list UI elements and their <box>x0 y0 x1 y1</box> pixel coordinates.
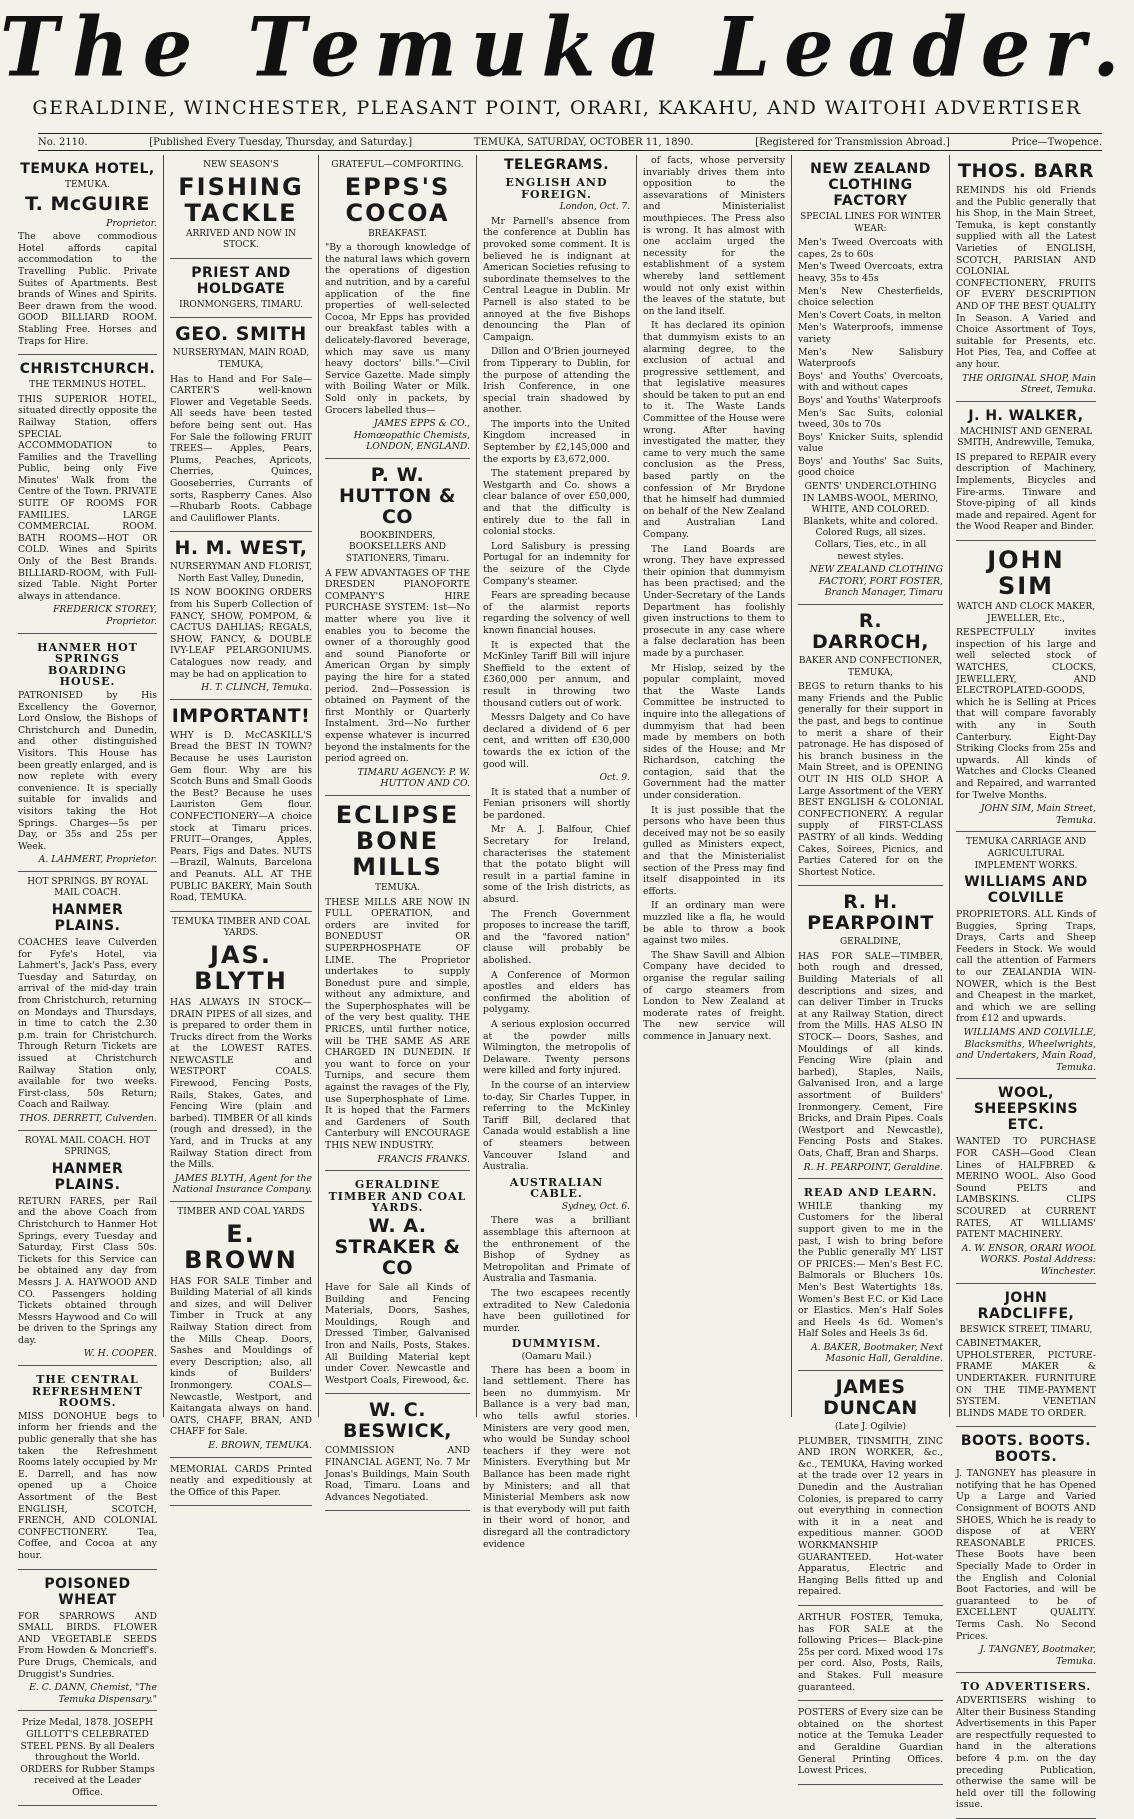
ad-title: TEMUKA HOTEL, <box>20 161 155 177</box>
ad-title: IMPORTANT! <box>171 704 311 727</box>
article-paragraph: Messrs Dalgety and Co have declared a dividend of 6 per cent, and written off £30,000 towards the ex iction of the good will. <box>483 712 630 770</box>
ad-title: POISONED WHEAT <box>44 1575 131 1608</box>
section-heading: ENGLISH AND FOREIGN. <box>505 176 608 201</box>
list-item: Boys' and Youths' Waterproofs <box>798 394 942 406</box>
ad-signature: NEW ZEALAND CLOTHING FACTORY, FORT FOSTER, Branch Manager, Timaru <box>809 564 943 599</box>
ad-text: COACHES leave Culverden for Fyfe's Hotel, via Lahmert's, Jack's Pass, every Tuesday and Saturday, on arrival of the mid-day train from Christchurch, returning on Mondays and Thursdays, in time to catch the 2.30 p.m. train for Christchurch. Through Return Tickets are issued at Christchurch Railway Station only, available for two weeks. First-class, 50s Return; Coach and Railway. <box>18 937 157 1111</box>
ad-signature: H. T. CLINCH, Temuka. <box>201 682 312 694</box>
ad-subtitle: ROYAL MAIL COACH. HOT SPRINGS, <box>24 1135 151 1158</box>
ad-epps-cocoa <box>325 155 470 459</box>
ad-text: Has to Hand and For Sale—CARTER'S well-known Flower and Vegetable Seeds. All seeds have been tested before being sent out. Has For Sale the following FRUIT TREES— Apples, Pears, Plums, Peaches, Apricots, Cherries, Quinces, Gooseberries, Currants of sorts, Raspberry Canes. Also—Rhubarb Roots. Cabbage and Cauliflower Plants. <box>170 373 312 524</box>
ad-subtitle: THE TERMINUS HOTEL. <box>29 380 146 391</box>
ad-text: IS prepared to REPAIR every description of Machinery, Implements, Bicycles and Fire-arms. Tinware and Stove-piping of all kinds made and repaired. Agent for the Wood Reaper and Binder. <box>956 451 1096 533</box>
ad-text: MEMORIAL CARDS Printed neatly and expeditiously at the Office of this Paper. <box>170 1463 312 1498</box>
ad-subtitle: NURSERYMAN AND FLORIST, North East Valley, Dunedin, <box>170 562 312 584</box>
ad-title: W. C. BESWICK, <box>342 1399 453 1443</box>
ad-text: THESE MILLS ARE NOW IN FULL OPERATION, and orders are invited for BONEDUST OR SUPERPHOSPHATE OF LIME. The Proprietor undertakes to supply Bonedust pure and simple, without any admixture, and the Superphosphates will be of the very best quality. THE PRICES, until further notice, will be THE SAME AS ARE CHARGED IN DUNEDIN. If you want to force on your Turnips, and secure them against the ravages of the Fly, use Superphosphate of Lime. It is hoped that the Farmers and Gardeners of South Canterbury will ENCOURAGE THIS NEW INDUSTRY. <box>325 896 470 1151</box>
list-item: Boys' and Youths' Overcoats, with and without capes <box>798 370 943 394</box>
ad-signature: A. LAHMERT, Proprietor. <box>38 854 157 866</box>
article-paragraph: A serious explosion occurred at the powder mills Wilmington, the metropolis of Delaware. Twenty persons were killed and forty injured. <box>483 1018 630 1077</box>
ad-subtitle: BREAKFAST. <box>368 228 427 239</box>
list-item: Men's Sac Suits, colonial tweed, 30s to 70s <box>798 407 943 431</box>
newspaper-subtitle: GERALDINE, WINCHESTER, PLEASANT POINT, ORARI, KAKAHU, AND WAITOHI ADVERTISER <box>32 97 1082 119</box>
ad-signature: JAMES EPPS & CO., Homœopathic Chemists, LONDON, ENGLAND. <box>353 418 470 453</box>
ad-rh-pearpoint <box>798 886 943 1179</box>
ad-subtitle: NURSERYMAN, MAIN ROAD, TEMUKA, <box>172 348 310 370</box>
dateline <box>38 133 1102 151</box>
ad-posters <box>798 1701 943 1785</box>
ad-beswick <box>325 1394 470 1511</box>
list-item: Boys' and Youths' Sac Suits, good choice <box>798 455 943 479</box>
ad-signature: E. BROWN, TEMUKA. <box>208 1439 312 1451</box>
ad-signature: R. H. PEARPOINT, Geraldine. <box>803 1161 943 1173</box>
ad-priest-holdgate <box>170 259 312 319</box>
ad-memorial-cards <box>170 1458 312 1507</box>
ad-text: FOR SPARROWS AND SMALL BIRDS. FLOWER AND VEGETABLE SEEDS From Howden & Moncrieff's. Pure Drugs, Chemicals, and Druggist's Sundries. <box>18 1610 157 1680</box>
ad-signature: FRANCIS FRANKS. <box>377 1153 470 1165</box>
article-paragraph: It is stated that a number of Fenian prisoners will shortly be pardoned. <box>483 786 630 821</box>
ad-proprietor-name: T. McGUIRE <box>25 192 150 215</box>
ad-text: PATRONISED by His Excellency the Governor, Lord Onslow, the Bishops of Christchurch and Dunedin, and other distinguished Visitors. This House has been greatly enlarged, and is now replete with every convenience. It is specially suitable for invalids and visitors taking the Hot Springs. Charges—5s per Day, or 35s and 25s per Week. <box>18 689 157 852</box>
article-paragraph: There has been a boom in land settlement. There has been no dummyism. Mr Ballance is a very bad man, who tells awful stories. Ministers are very good men, who would be Sunday school teachers if they were not Ministers. Everything but Mr Ballance has been made right by Ministers; and all that Ministerial Members ask now is that everybody will put faith in their word of honor, and disregard all the contradictory evidence <box>483 1364 630 1550</box>
ad-subtitle: ARRIVED AND NOW IN STOCK. <box>186 228 296 251</box>
ad-text: Prize Medal, 1878. JOSEPH GILLOTT'S CELEBRATED STEEL PENS. By all Dealers throughout the World. ORDERS for Rubber Stamps received at the Leader Office. <box>20 1717 155 1798</box>
ad-title: GEO. SMITH <box>175 323 307 346</box>
ad-r-darroch <box>798 605 943 886</box>
ad-title: NEW ZEALAND CLOTHING FACTORY <box>810 161 931 209</box>
ad-nz-clothing-factory <box>798 155 943 605</box>
ad-terminus-hotel <box>18 355 157 633</box>
ad-jh-walker <box>956 402 1096 541</box>
ad-text: The above commodious Hotel affords capital accommodation to the Travelling Public. Private Suites of Apartments. Best brands of Wines and Spirits. Beer drawn from the wood. GOOD BILLIARD ROOM. Stabling Free. Horses and Traps for Hire. <box>18 231 157 347</box>
ad-title: P. W. HUTTON & CO <box>339 463 456 528</box>
article-paragraph: Fears are spreading because of the alarmist reports regarding the solvency of well known financial houses. <box>483 590 630 636</box>
ad-signature: TIMARU AGENCY: P. W. HUTTON AND CO. <box>357 766 470 790</box>
ad-text: "By a thorough knowledge of the natural laws which govern the operations of digestion and nutrition, and by a careful application of the fine properties of well-selected Cocoa, Mr Epps has provided our breakfast tables with a delicately-flavored beverage, which may save us many heavy doctors' bills."—Civil Service Gazette. Made simply with Boiling Water or Milk. Sold only in packets, by Grocers labelled thus— <box>325 242 470 416</box>
ad-text: THIS SUPERIOR HOTEL, situated directly opposite the Railway Station, offers SPECIAL ACCOMMODATION to Families and the Travelling Public, being only Five Minutes' Walk from the Centre of the Town. PRIVATE SUITE OF ROOMS FOR FAMILIES. LARGE COMMERCIAL ROOM. BATH ROOMS—HOT OR COLD. Wines and Spirits Only of the Best Brands. BILLIARD-ROOM, with Full-sized Table. Night Porter always in attendance. <box>18 393 157 602</box>
ad-text: HAS ALWAYS IN STOCK— DRAIN PIPES of all sizes, and is prepared to order them in Trucks direct from the Works at the LOWEST RATES. NEWCASTLE and WESTPORT COALS. Firewood, Fencing Posts, Rails, Stakes, Gates, and Fencing Wire (plain and barbed). TIMBER Of all kinds (rough and dressed), in the Yard, and in Trucks at any Railway Station direct from the Mills. <box>170 996 312 1171</box>
ad-to-advertisers <box>956 1673 1096 1819</box>
ad-title: FISHING TACKLE <box>178 172 304 227</box>
ad-signature: E. C. DANN, Chemist, "The Temuka Dispensary." <box>29 1682 157 1705</box>
ad-signature: FREDERICK STOREY, Proprietor. <box>52 604 157 627</box>
ad-john-radcliffe <box>956 1284 1096 1428</box>
ad-signature: JAMES BLYTH, Agent for the National Insurance Company. <box>172 1172 312 1196</box>
ad-fishing-tackle <box>170 155 312 259</box>
list-item: Men's Covert Coats, in melton <box>798 309 942 321</box>
ad-subtitle: SPECIAL LINES FOR WINTER WEAR: <box>800 212 941 234</box>
article-paragraph: It is just possible that the persons who have been thus deceived may not be so easily gulled as Ministers expect, and that the Ministerialist section of the Press may find itself disappointed in its efforts. <box>643 804 785 897</box>
ad-title: HANMER HOT SPRINGS BOARDING HOUSE. <box>37 640 138 689</box>
ad-signature: A. W. ENSOR, ORARI WOOL WORKS. Postal Address: Winchester. <box>961 1242 1096 1277</box>
ad-text: WHILE thanking my Customers for the liberal support given to me in the past, I wish to bring before the Public generally MY LIST OF PRICES:— Men's Best F.C. Balmorals or Bluchers 10s. Men's Best Watertights 18s. Women's Best F.C. or Kid Lace or Elastics. Men's Half Soles and Heels 4s 6d. Women's Half Soles and Heels 3s 6d. <box>798 1200 943 1340</box>
article-paragraph: Dillon and O'Brien journeyed from Tipperary to Dublin, for the purpose of attending the Irish Conference, in one special train shadowed by another. <box>483 346 630 416</box>
ad-text: HAS FOR SALE Timber and Building Material of all kinds and sizes, and will Deliver Timber in Truck at any Railway Station direct from the Mills Cheap. Doors, Sashes and Mouldings of every Description; also, all kinds of Builders' Ironmongery. COALS—Newcastle, Westport, and Kaitangata always on hand. OATS, CHAFF, BRAN, AND CHAFF for Sale. <box>170 1275 312 1438</box>
ad-james-duncan <box>798 1371 943 1606</box>
ad-title: PRIEST AND HOLDGATE <box>191 264 291 297</box>
ad-a-baker <box>798 1179 943 1371</box>
ad-e-brown <box>170 1202 312 1458</box>
ad-title: HANMER PLAINS. <box>51 1160 124 1193</box>
ad-title: EPPS'S COCOA <box>344 172 451 227</box>
ad-important <box>170 700 312 912</box>
ad-hm-west <box>170 532 312 700</box>
ad-subtitle: (Late J. Ogilvie) <box>835 1422 906 1433</box>
article-paragraph: The two escapees recently extradited to New Caledonia have been guillotined for murder. <box>483 1288 630 1334</box>
ad-subtitle: BAKER AND CONFECTIONER, TEMUKA, <box>798 656 943 678</box>
ad-subtitle: HOT SPRINGS. BY ROYAL MAIL COACH. <box>27 876 148 899</box>
ad-title: H. M. WEST, <box>174 537 308 560</box>
ad-pretitle: NEW SEASON'S <box>203 160 279 170</box>
article-paragraph: The Shaw Savill and Albion Company have decided to organise the regular sailing of cargo steamers from London to New Zealand at moderate rates of freight. The new service will commence in January next. <box>643 949 785 1042</box>
ad-text: POSTERS of Every size can be obtained on the shortest notice at the Temuka Leader and Geraldine Guardian General Printing Offices. Lowest Prices. <box>798 1707 943 1777</box>
ad-arthur-foster <box>798 1606 943 1701</box>
registration-note: [Registered for Transmission Abroad.] <box>755 136 950 148</box>
issue-date: TEMUKA, SATURDAY, OCTOBER 11, 1890. <box>473 136 694 148</box>
section-subheading: (Oamaru Mail.) <box>521 1352 592 1362</box>
ad-signature: WILLIAMS AND COLVILLE, Blacksmiths, Wheelwrights, and Undertakers, Main Road, Temuka. <box>956 1027 1096 1073</box>
ad-text: RESPECTFULLY invites inspection of his large and well selected stock of WATCHES, CLOCKS, JEWELLERY, AND ELECTROPLATED-GOODS, which he is Selling at Prices that will compare favorably with any in South Canterbury. Eight-Day Striking Clocks from 25s and upwards. All kinds of Watches and Clocks Cleaned and Repaired, and warranted for Twelve Months. <box>956 627 1096 801</box>
ad-subtitle: BOOKBINDERS, BOOKSELLERS AND STATIONERS, Timaru. <box>345 530 450 565</box>
ad-text: ADVERTISERS wishing to Alter their Business Standing Advertisements in this Paper are respectfully requested to hand in the alterations before 4 p.m. on the day preceding Publication, otherwise the same will be held over till the following issue. <box>956 1694 1096 1811</box>
ad-subtitle: WATCH AND CLOCK MAKER, JEWELLER, Etc., <box>956 602 1096 624</box>
ad-title: THOS. BARR <box>958 160 1094 182</box>
ad-thos-barr <box>956 155 1096 402</box>
ad-pw-hutton <box>325 459 470 796</box>
ad-title: J. H. WALKER, <box>968 407 1084 424</box>
ad-text: WANTED TO PURCHASE FOR CASH—Good Clean Lines of HALFBRED & MERINO WOOL. Also Good Sound PELTS and LAMBSKINS. CLIPS SCOURED at CURRENT RATES, AT WILLIAMS' PATENT MACHINERY. <box>956 1136 1096 1241</box>
dateline-place: Oct. 9. <box>599 773 630 784</box>
ad-hanmer-boarding-house <box>18 634 157 872</box>
ad-temuka-hotel <box>18 155 157 355</box>
column-1 <box>12 155 164 1798</box>
article-paragraph: The imports into the United Kingdom increased in September by £2,145,000 and the exports by £3,672,000. <box>483 418 630 465</box>
ad-title: THE CENTRAL REFRESHMENT ROOMS. <box>32 1373 143 1410</box>
article-paragraph: Mr Parnell's absence from the conference at Dublin has provoked some comment. It is believed he is indignant at American Societies refusing to subordinate themselves to the Central League in Dublin. Mr Parnell is also stated to be annoyed at the five Bishops denouncing the Plan of Campaign. <box>483 215 630 343</box>
list-item: Men's New Chesterfields, choice selection <box>798 285 943 309</box>
ad-text: PLUMBER, TINSMITH, ZINC AND IRON WORKER, &c., &c., TEMUKA, Having worked at the trade over 12 years in Dunedin and the Australian Colonies, is prepared to carry out everything in connection with it in a neat and expeditious manner. GOOD WORKMANSHIP GUARANTEED. Hot-water Apparatus, Electric and Hanging Bells fitted up and repaired. <box>798 1435 943 1598</box>
ad-jas-blyth <box>170 912 312 1202</box>
article-paragraph: In the course of an interview to-day, Sir Charles Tupper, in referring to the McKinley Tariff Bill, declared that Canada would establish a line of steamers between Vancouver Island and Australia. <box>483 1079 630 1173</box>
ad-pretitle: TEMUKA TIMBER AND COAL YARDS. <box>172 916 310 939</box>
ad-poisoned-wheat <box>18 1570 157 1712</box>
article-paragraph: A Conference of Mormon apostles and elders has confirmed the abolition of polygamy. <box>483 969 630 1016</box>
ad-refreshment-rooms <box>18 1366 157 1570</box>
ad-pretitle: TIMBER AND COAL YARDS <box>177 1207 305 1217</box>
ad-text: Have for Sale all Kinds of Building and Fencing Materials, Doors, Sashes, Mouldings, Rough and Dressed Timber, Galvanised Iron and Nails, Posts, Stakes. All Building Material kept under Cover. Newcastle and Westport Coals, Firewood, &c. <box>325 1281 470 1386</box>
ad-pretitle: TEMUKA CARRIAGE AND AGRICULTURAL IMPLEMENT WORKS. <box>965 837 1087 871</box>
article-paragraph: The Land Boards are wrong. They have expressed their opinion that dummyism has been practised; and the Under-Secretary of the Lands Department has foolishly given instructions to them to prosecute in any case where a false declaration has been made by a purchaser. <box>643 543 785 659</box>
ad-title: E. BROWN <box>184 1219 298 1274</box>
column-2 <box>164 155 319 1498</box>
ad-subtitle: TEMUKA. <box>374 882 421 893</box>
ad-role: Proprietor. <box>106 217 157 229</box>
masthead <box>0 0 1134 120</box>
list-item: Men's Tweed Overcoats, extra heavy, 35s to 45s <box>798 261 943 284</box>
ad-title: TO ADVERTISERS. <box>960 1680 1092 1694</box>
article-paragraph: If an ordinary man were muzzled like a fla, he would be able to throw a book against two miles. <box>643 900 785 947</box>
ad-hanmer-coach <box>18 872 157 1131</box>
ad-text: A FEW ADVANTAGES OF THE DRESDEN PIANOFORTE COMPANY'S HIRE PURCHASE SYSTEM: 1st—No matter where you live it enables you to become the owner of a thoroughly good and sound Pianoforte or American Organ by simply paying the hire for a stated period. 2nd—Possession is obtained on Payment of the first Monthly or Quarterly Instalment. 3rd—No further expense whatever is incurred beyond the instalments for the period agreed on. <box>325 567 470 765</box>
ad-subtitle: BESWICK STREET, TIMARU, <box>959 1324 1093 1335</box>
ad-royal-mail <box>18 1131 157 1367</box>
ad-boots <box>956 1427 1096 1673</box>
ad-geraldine-timber <box>325 1171 470 1394</box>
ad-signature: W. H. COOPER. <box>83 1348 157 1360</box>
issue-price: Price—Twopence. <box>1011 136 1102 148</box>
ad-title: JOHN SIM <box>987 546 1065 601</box>
ad-signature: THOS. DERRETT, Culverden. <box>19 1112 157 1124</box>
ad-title: WOOL, SHEEPSKINS ETC. <box>973 1085 1079 1134</box>
ad-subtitle: MACHINIST AND GENERAL SMITH, Andrewville, Temuka, <box>957 426 1095 449</box>
ad-title: R. H. PEARPOINT <box>807 891 934 935</box>
ad-title: JOHN RADCLIFFE, <box>977 1289 1075 1322</box>
ad-title: JAS. BLYTH <box>194 940 288 995</box>
ad-eclipse-bone-mills <box>325 796 470 1171</box>
ad-text: BEGS to return thanks to his many Friends and the Public generally for their support in the past, and begs to continue to merit a share of their patronage. He has disposed of his branch business in the Main Street, and is OPENING OUT IN HIS OLD SHOP. A Large Assortment of the VERY BEST ENGLISH & COLONIAL CONFECTIONERY. A regular supply of FIRST-CLASS PASTRY of all kinds. Wedding Cakes, Soirees, Picnics, and Parties Catered for on the Shortest Notice. <box>798 681 943 878</box>
ad-place: TEMUKA. <box>64 180 111 190</box>
ad-text: J. TANGNEY has pleasure in notifying that he has Opened Up a Large and Varied Consignment of BOOTS AND SHOES, Which he is ready to dispose of at VERY REASONABLE PRICES. These Boots have been Specially Made to Order in the English and Colonial Boot Factories, and will be guaranteed to be of EXCELLENT QUALITY. Terms Cash. No Second Prices. <box>956 1468 1096 1642</box>
column-5-article <box>637 155 792 1417</box>
article-paragraph: It is expected that the McKinley Tariff Bill will injure Sheffield to the extent of £360,000 per annum, and result in throwing two thousand cutlers out of work. <box>483 639 630 709</box>
ad-john-sim <box>956 541 1096 832</box>
ad-text: COMMISSION AND FINANCIAL AGENT, No. 7 Mr Jonas's Buildings, Main South Road, Timaru. Loans and Advances Negotiated. <box>325 1445 470 1503</box>
ad-gillott <box>18 1711 157 1806</box>
ad-pretitle: GRATEFUL—COMFORTING. <box>331 160 464 170</box>
ad-text: HAS FOR SALE—TIMBER, both rough and dressed, Building Materials of all descriptions and sizes, and can deliver Timber in Trucks at any Railway Station, direct from the Mills. HAS ALSO IN STOCK— Doors, Sashes, and Mouldings of all kinds. Fencing Wire (plain and barbed), Staples, Nails, Galvanised Iron, and a large assortment of Builders' Ironmongery. Cement, Fire Bricks, and Drain Pipes. Coals (Westport and Newcastle), Fencing Posts and Stakes. Oats, Chaff, Bran and Sharps. <box>798 950 943 1159</box>
ad-subtitle: IRONMONGERS, TIMARU. <box>179 299 303 310</box>
ad-text: REMINDS his old Friends and the Public generally that his Shop, in the Main Street, Temuka, is kept constantly supplied with all the Latest Varieties of ENGLISH, SCOTCH, PARISIAN AND COLONIAL CONFECTIONERY, FRUITS OF EVERY DESCRIPTION AND OF THE BEST QUALITY In Season. A Varied and Choice Assortment of Toys, suitable for Presents, etc. Hot Pies, Tea, and Coffee at any hour. <box>956 185 1096 370</box>
ad-subtitle: GERALDINE, <box>839 937 902 948</box>
ad-wool-sheepskins <box>956 1079 1096 1283</box>
ad-firm-name: W. A. STRAKER & CO <box>334 1214 461 1279</box>
list-item: Men's Waterproofs, immense variety <box>798 322 943 345</box>
list-item: Men's New Salisbury Waterproofs <box>798 346 943 370</box>
ad-title: READ AND LEARN. <box>803 1186 938 1200</box>
article-paragraph: Mr Hislop, seized by the popular complaint, moved that the Waste Lands Committee be instructed to inquire into the allegations of dummyism that had been made by members on both sides of the House; and Mr Richardson, catching the contagion, said that the Government had the matter under consideration. <box>643 662 785 802</box>
ad-title: GERALDINE TIMBER AND COAL YARDS. <box>328 1178 467 1215</box>
article-paragraph: There was a brilliant assemblage this afternoon at the enthronement of the Bishop of Sydney as Metropolitan and Primate of Australia and Tasmania. <box>483 1215 630 1285</box>
ad-text: RETURN FARES, per Rail and the above Coach from Christchurch to Hanmer Hot Springs, every Tuesday and Saturday, First Class 50s. Tickets for this Service can be obtained any day from Messrs J. A. HAYWOOD AND CO. Passengers holding Tickets obtained through Messrs Haywood and Co will be driven to the Springs any day. <box>18 1195 157 1346</box>
section-heading: AUSTRALIAN CABLE. <box>509 1175 604 1201</box>
ad-text: MISS DONOHUE begs to inform her friends and the public generally that she has taken the Refreshment Rooms lately occupied by Mr E. Darrell, and has now opened up a Choice Assortment of the Best ENGLISH, SCOTCH, FRENCH, AND COLONIAL CONFECTIONERY. Tea, Coffee, and Cocoa at any hour. <box>18 1410 157 1561</box>
article-paragraph: It has declared its opinion that dummyism exists to an alarming degree, to the exclusion of actual and progressive settlement, and that legislative measures should be taken to put an end to it. The Waste Lands Committee of the House were wrong. After having investigated the matter, they came to very much the same conclusion as the Press, based partly on the confession of Mr Brydone that he himself had dummied on behalf of the New Zealand and Australian Land Company. <box>643 320 785 540</box>
list-item: Boys' Knicker Suits, splendid value <box>798 431 943 455</box>
ad-title: JAMES DUNCAN <box>823 1376 918 1420</box>
article-paragraph: The French Government proposes to increase the tariff, and the "favored nation" clause will probably be abolished. <box>483 908 630 966</box>
ad-text: CABINETMAKER, UPHOLSTERER, PICTURE-FRAME MAKER & UNDERTAKER. FURNITURE ON THE TIME-PAYMENT SYSTEM. VENETIAN BLINDS MADE TO ORDER. <box>956 1338 1096 1419</box>
ad-williams-colville <box>956 832 1096 1079</box>
ad-geo-smith <box>170 318 312 532</box>
ad-title: BOOTS. BOOTS. BOOTS. <box>960 1433 1092 1466</box>
ad-signature: J. TANGNEY, Bootmaker, Temuka. <box>979 1644 1096 1667</box>
column-3 <box>319 155 477 1503</box>
clothing-list <box>798 237 943 479</box>
column-4-telegrams <box>477 155 637 1550</box>
column-6 <box>792 155 950 1777</box>
article-paragraph: of facts, whose perversity invariably drives them into opposition to the assevarations of Ministers and Ministerialist mouthpieces. The Press also is wrong. It has almost with one acclaim urged the necessity for the establishment of a system whereby land settlement would not only exist within the leaves of the statute, but on the land itself. <box>643 155 785 317</box>
ad-text: PROPRIETORS. ALL Kinds of Buggies, Spring Traps, Drays, Carts and Sheep Feeders in Stock. We would call the attention of Farmers to our ZEALANDIA WIN-NOWER, which is the Best and Cheapest in the market, and which we are selling from £12 and upwards. <box>956 909 1096 1025</box>
page-columns <box>12 155 1102 1811</box>
ad-title: HANMER PLAINS. <box>51 902 124 935</box>
issue-number: No. 2110. <box>38 136 88 148</box>
ad-text: ARTHUR FOSTER, Temuka, has FOR SALE at the following Prices— Black-pine 25s per cord. Mixed wood 17s per cord. Also, Posts, Rails, and Stakes. Full measure guaranteed. <box>798 1611 943 1693</box>
section-heading: DUMMYISM. <box>511 1337 602 1351</box>
article-paragraph: Mr A. J. Balfour, Chief Secretary for Ireland, characterises the statement that the potato blight will result in a partial famine in some of the Irish districts, as absurd. <box>483 824 630 906</box>
ad-signature: A. BAKER, Bootmaker, Next Masonic Hall, Geraldine. <box>810 1341 943 1365</box>
list-item: Men's Tweed Overcoats with capes, 2s to 60s <box>798 237 943 260</box>
column-7 <box>950 155 1102 1811</box>
ad-title: CHRISTCHURCH. <box>19 361 156 378</box>
telegrams-heading: TELEGRAMS. <box>503 157 610 173</box>
ad-title: WILLIAMS AND COLVILLE <box>964 874 1088 907</box>
article-paragraph: The statement prepared by Westgarth and Co. shows a clear balance of over £50,000, and that the difficulty is entirely due to the fall in colonial stocks. <box>483 468 630 538</box>
publication-days: [Published Every Tuesday, Thursday, and Saturday.] <box>149 136 413 148</box>
ad-title: ECLIPSE BONE MILLS <box>335 800 460 881</box>
ad-title: R. DARROCH, <box>812 610 929 653</box>
dateline-place: Sydney, Oct. 6. <box>561 1201 630 1212</box>
ad-text: IS NOW BOOKING ORDERS from his Superb Collection of FANCY, SHOW, POMPOM, & CACTUS DAHLIAS; REGALS, SHOW, FANCY, & DOUBLE IVY-LEAF PELARGONIUMS. Catalogues now ready, and may be had on application to <box>170 587 312 680</box>
dateline-place: London, Oct. 7. <box>559 202 630 213</box>
ad-signature: THE ORIGINAL SHOP, Main Street, Temuka. <box>962 372 1096 396</box>
article-paragraph: Lord Salisbury is pressing Portugal for an indemnity for the seizure of the Clyde Company's steamer. <box>483 540 630 587</box>
ad-text: WHY is D. McCASKILL'S Bread the BEST IN TOWN? Because he uses Lauriston Gem flour. Why are his Scotch Buns and Small Goods the Best? Because he uses Lauriston Gem flour. CONFECTIONERY—A choice stock at Timaru prices. FRUIT—Oranges, Apples, Pears, Figs and Dates. NUTS—Brazil, Walnuts, Barcelona and Peanuts. ALL AT THE PUBLIC BAKERY, Main South Road, TEMUKA. <box>170 729 312 904</box>
ad-signature: JOHN SIM, Main Street, Temuka. <box>980 803 1096 826</box>
newspaper-title: The Temuka Leader. <box>0 0 1134 96</box>
ad-text: GENTS' UNDERCLOTHING IN LAMBS-WOOL, MERINO, WHITE, AND COLORED. Blankets, white and colored. Colored Rugs, all sizes. Collars, Ties, etc., in all newest styles. <box>802 481 939 562</box>
